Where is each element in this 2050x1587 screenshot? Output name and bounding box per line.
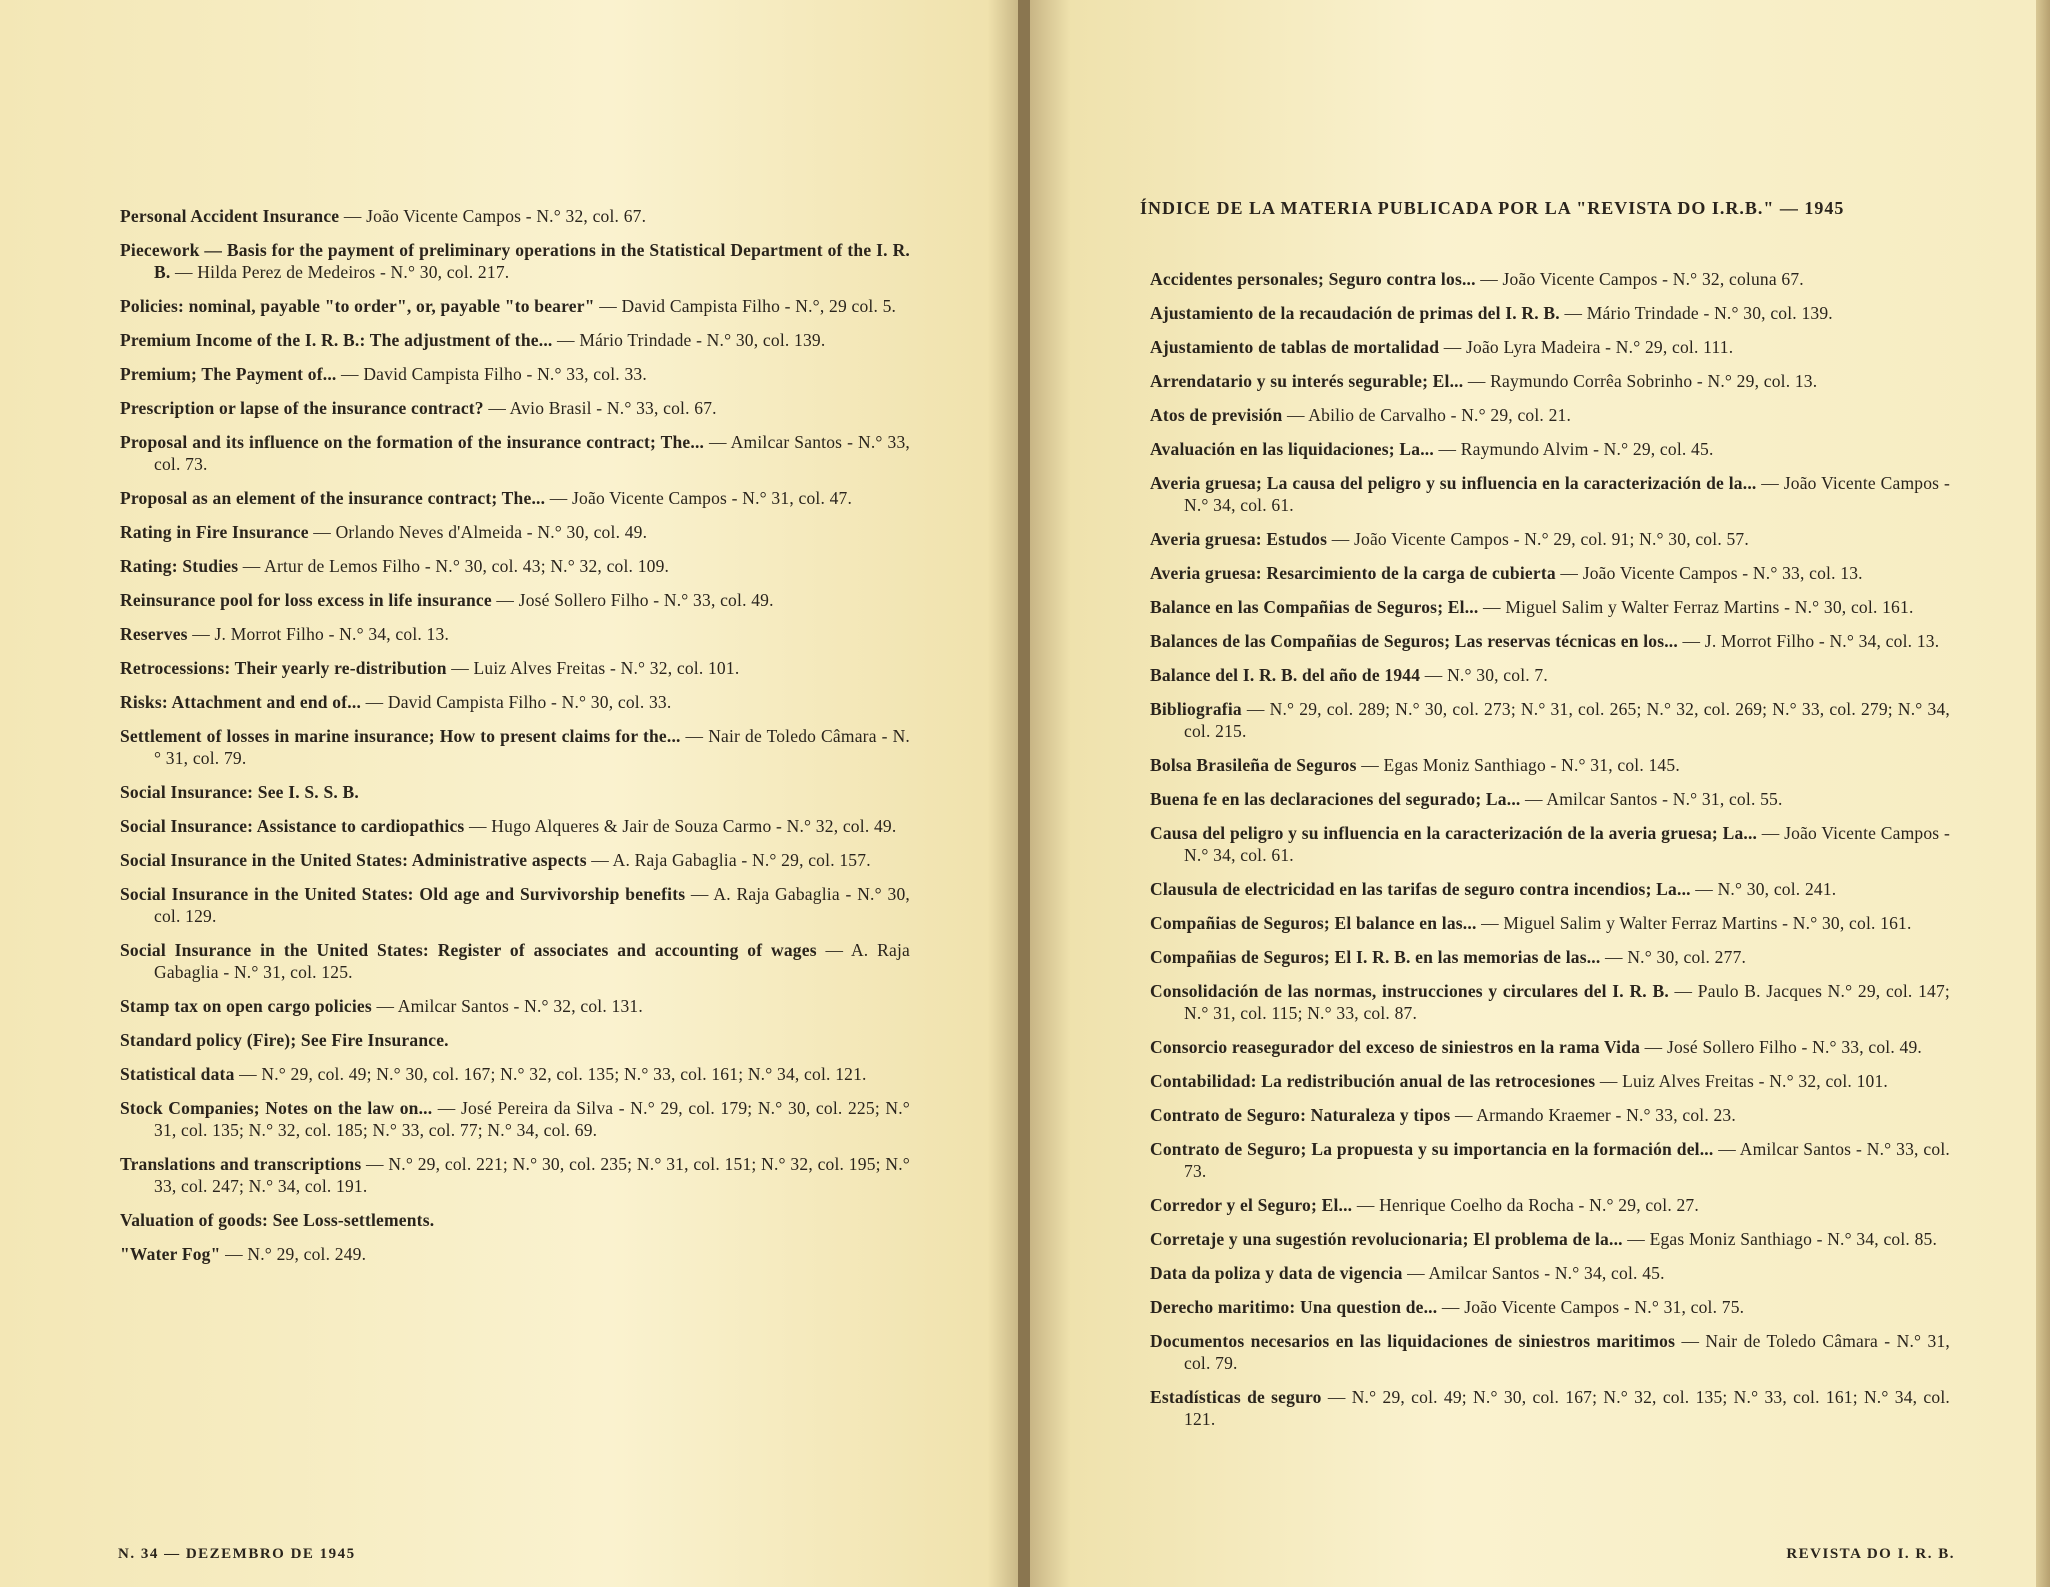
entry-reference: — Nair de Toledo Câmara - N.° 31, col. 79. xyxy=(154,726,910,768)
entry-reference: — N.° 29, col. 49; N.° 30, col. 167; N.° 32, col. 135; N.° 33, col. 161; N.° 34, col. 121. xyxy=(234,1064,867,1084)
entry-title: Social Insurance in the United States: Old age and Survivorship benefits xyxy=(120,884,686,904)
index-entry xyxy=(1150,878,1950,900)
entry-reference: — J. Morrot Filho - N.° 34, col. 13. xyxy=(187,624,450,644)
entry-title: Premium; The Payment of... xyxy=(120,364,337,384)
entry-reference: — Egas Moniz Santhiago - N.° 34, col. 85. xyxy=(1622,1229,1938,1249)
entry-reference: — N.° 30, col. 277. xyxy=(1600,947,1747,967)
right-page-footer: REVISTA DO I. R. B. xyxy=(1786,1546,1955,1562)
entry-reference: — João Vicente Campos - N.° 34, col. 61. xyxy=(1184,823,1950,865)
entry-reference: — David Campista Filho - N.°, 29 col. 5. xyxy=(594,296,897,316)
entry-title: Contrato de Seguro; La propuesta y su importancia en la formación del... xyxy=(1150,1139,1714,1159)
entry-reference: — Amilcar Santos - N.° 34, col. 45. xyxy=(1402,1263,1665,1283)
entry-title: Atos de previsión xyxy=(1150,405,1283,425)
index-entry xyxy=(120,431,910,475)
entry-reference: — Hilda Perez de Medeiros - N.° 30, col. 217. xyxy=(170,262,510,282)
book-gutter xyxy=(1018,0,1030,1587)
entry-reference: — J. Morrot Filho - N.° 34, col. 13. xyxy=(1677,631,1940,651)
entry-reference: — Amilcar Santos - N.° 33, col. 73. xyxy=(154,432,910,474)
entry-reference: — Nair de Toledo Câmara - N.° 31, col. 79. xyxy=(1184,1331,1950,1373)
entry-title: Policies: nominal, payable "to order", or, payable "to bearer" xyxy=(120,296,595,316)
index-entry xyxy=(1150,822,1950,866)
entry-reference: — José Pereira da Silva - N.° 29, col. 179; N.° 30, col. 225; N.° 31, col. 135; N.° 32, col. 185; N.° 33, col. 77; N.° 34, col. 69. xyxy=(154,1098,910,1140)
entry-title: Averia gruesa: Estudos xyxy=(1150,529,1328,549)
entry-title: Documentos necesarios en las liquidaciones de siniestros maritimos xyxy=(1150,1331,1676,1351)
entry-title: Accidentes personales; Seguro contra los... xyxy=(1150,269,1476,289)
entry-title: Settlement of losses in marine insurance; How to present claims for the... xyxy=(120,726,681,746)
entry-title: Bolsa Brasileña de Seguros xyxy=(1150,755,1357,775)
index-entry xyxy=(120,329,910,351)
entry-reference: — José Sollero Filho - N.° 33, col. 49. xyxy=(491,590,774,610)
entry-reference: — N.° 29, col. 49; N.° 30, col. 167; N.° 32, col. 135; N.° 33, col. 161; N.° 34, col. 121. xyxy=(1184,1387,1950,1429)
index-entry xyxy=(1150,562,1950,584)
index-entry xyxy=(120,1029,910,1051)
entry-reference: — Artur de Lemos Filho - N.° 30, col. 43; N.° 32, col. 109. xyxy=(238,556,670,576)
index-entry xyxy=(1150,596,1950,618)
index-entry xyxy=(120,487,910,509)
entry-reference: — Egas Moniz Santhiago - N.° 31, col. 145. xyxy=(1356,755,1680,775)
entry-title: Ajustamiento de tablas de mortalidad xyxy=(1150,337,1440,357)
index-entry xyxy=(120,239,910,283)
index-entry xyxy=(1150,472,1950,516)
index-entry xyxy=(120,939,910,983)
entry-title: Ajustamiento de la recaudación de primas del I. R. B. xyxy=(1150,303,1560,323)
right-page xyxy=(1030,0,2050,1587)
entry-title: Corretaje y una sugestión revolucionaria; El problema de la... xyxy=(1150,1229,1623,1249)
entry-reference: — João Vicente Campos - N.° 33, col. 13. xyxy=(1555,563,1863,583)
entry-title: Translations and transcriptions xyxy=(120,1154,362,1174)
entry-reference: — Abilio de Carvalho - N.° 29, col. 21. xyxy=(1282,405,1572,425)
entry-title: Statistical data xyxy=(120,1064,235,1084)
index-entry xyxy=(1150,1296,1950,1318)
entry-title: Clausula de electricidad en las tarifas de seguro contra incendios; La... xyxy=(1150,879,1691,899)
entry-title: Averia gruesa; La causa del peligro y su influencia en la caracterización de la... xyxy=(1150,473,1757,493)
index-entry xyxy=(1150,336,1950,358)
entry-title: Social Insurance: Assistance to cardiopathics xyxy=(120,816,465,836)
entry-title: Balance del I. R. B. del año de 1944 xyxy=(1150,665,1421,685)
entry-reference: — A. Raja Gabaglia - N.° 29, col. 157. xyxy=(586,850,871,870)
entry-reference: — João Lyra Madeira - N.° 29, col. 111. xyxy=(1439,337,1734,357)
entry-reference: — David Campista Filho - N.° 33, col. 33. xyxy=(336,364,647,384)
index-entry xyxy=(1150,630,1950,652)
index-entry xyxy=(120,397,910,419)
index-entry xyxy=(1150,946,1950,968)
index-entry xyxy=(1150,1386,1950,1430)
right-index-column xyxy=(1150,268,1950,1442)
entry-reference: — José Sollero Filho - N.° 33, col. 49. xyxy=(1640,1037,1922,1057)
entry-title: Compañias de Seguros; El balance en las... xyxy=(1150,913,1477,933)
index-entry xyxy=(120,623,910,645)
entry-title: Balance en las Compañias de Seguros; El... xyxy=(1150,597,1479,617)
index-entry xyxy=(1150,1228,1950,1250)
index-entry xyxy=(120,1097,910,1141)
index-entry xyxy=(120,589,910,611)
index-entry xyxy=(120,995,910,1017)
entry-title: Consorcio reasegurador del exceso de siniestros en la rama Vida xyxy=(1150,1037,1641,1057)
entry-title: Arrendatario y su interés segurable; El... xyxy=(1150,371,1464,391)
index-entry xyxy=(120,725,910,769)
index-entry xyxy=(1150,912,1950,934)
entry-title: Data da poliza y data de vigencia xyxy=(1150,1263,1403,1283)
entry-reference: — Orlando Neves d'Almeida - N.° 30, col. 49. xyxy=(308,522,648,542)
entry-reference: — Luiz Alves Freitas - N.° 32, col. 101. xyxy=(446,658,740,678)
entry-title: Balances de las Compañias de Seguros; Las reservas técnicas en los... xyxy=(1150,631,1678,651)
entry-reference: — João Vicente Campos - N.° 32, col. 67. xyxy=(339,206,647,226)
index-entry xyxy=(1150,1330,1950,1374)
index-entry xyxy=(1150,1194,1950,1216)
entry-title: Social Insurance in the United States: Administrative aspects xyxy=(120,850,587,870)
index-entry xyxy=(1150,370,1950,392)
entry-reference: — Henrique Coelho da Rocha - N.° 29, col. 27. xyxy=(1352,1195,1699,1215)
index-entry xyxy=(120,849,910,871)
entry-title: Retrocessions: Their yearly re-distribution xyxy=(120,658,447,678)
entry-title: Avaluación en las liquidaciones; La... xyxy=(1150,439,1434,459)
entry-reference: — João Vicente Campos - N.° 29, col. 91; N.° 30, col. 57. xyxy=(1327,529,1749,549)
entry-reference: — Miguel Salim y Walter Ferraz Martins - N.° 30, col. 161. xyxy=(1478,597,1914,617)
index-entry xyxy=(120,781,910,803)
entry-reference: — N.° 29, col. 221; N.° 30, col. 235; N.° 31, col. 151; N.° 32, col. 195; N.° 33, col. 247; N.° 34, col. 191. xyxy=(154,1154,910,1196)
entry-title: Personal Accident Insurance xyxy=(120,206,340,226)
entry-title: Premium Income of the I. R. B.: The adjustment of the... xyxy=(120,330,553,350)
index-entry xyxy=(120,1153,910,1197)
index-entry xyxy=(1150,268,1950,290)
entry-reference: — Luiz Alves Freitas - N.° 32, col. 101. xyxy=(1595,1071,1888,1091)
entry-title: Rating in Fire Insurance xyxy=(120,522,309,542)
entry-title: Estadísticas de seguro xyxy=(1150,1387,1322,1407)
entry-reference: — Paulo B. Jacques N.° 29, col. 147; N.° 31, col. 115; N.° 33, col. 87. xyxy=(1184,981,1950,1023)
entry-reference: — Amilcar Santos - N.° 32, col. 131. xyxy=(371,996,643,1016)
entry-title: Averia gruesa: Resarcimiento de la carga de cubierta xyxy=(1150,563,1556,583)
entry-title: Causa del peligro y su influencia en la caracterización de la averia gruesa; La... xyxy=(1150,823,1758,843)
entry-title: Social Insurance: See I. S. S. B. xyxy=(120,782,359,802)
index-entry xyxy=(120,815,910,837)
entry-reference: — Raymundo Corrêa Sobrinho - N.° 29, col. 13. xyxy=(1463,371,1818,391)
entry-title: "Water Fog" xyxy=(120,1244,221,1264)
entry-title: Rating: Studies xyxy=(120,556,239,576)
index-entry xyxy=(1150,438,1950,460)
entry-reference: — N.° 30, col. 241. xyxy=(1690,879,1837,899)
entry-reference: — N.° 30, col. 7. xyxy=(1420,665,1548,685)
index-entry xyxy=(120,1209,910,1231)
index-entry xyxy=(120,521,910,543)
entry-reference: — Mário Trindade - N.° 30, col. 139. xyxy=(1559,303,1833,323)
entry-reference: — Mário Trindade - N.° 30, col. 139. xyxy=(552,330,826,350)
index-entry xyxy=(1150,1262,1950,1284)
entry-title: Consolidación de las normas, instrucciones y circulares del I. R. B. xyxy=(1150,981,1669,1001)
entry-reference: — João Vicente Campos - N.° 32, coluna 67. xyxy=(1475,269,1804,289)
index-entry xyxy=(1150,980,1950,1024)
index-entry xyxy=(1150,698,1950,742)
entry-reference: — João Vicente Campos - N.° 31, col. 75. xyxy=(1437,1297,1745,1317)
entry-title: Proposal and its influence on the formation of the insurance contract; The... xyxy=(120,432,705,452)
index-entry xyxy=(1150,754,1950,776)
entry-title: Reserves xyxy=(120,624,188,644)
entry-reference: — Avio Brasil - N.° 33, col. 67. xyxy=(483,398,717,418)
entry-title: Prescription or lapse of the insurance contract? xyxy=(120,398,484,418)
entry-reference: — N.° 29, col. 289; N.° 30, col. 273; N.° 31, col. 265; N.° 32, col. 269; N.° 33, col. 279; N.° 34, col. 215. xyxy=(1184,699,1950,741)
entry-title: Piecework — Basis for the payment of preliminary operations in the Statistical Department of the I. R. B. xyxy=(120,240,910,282)
entry-reference: — N.° 29, col. 249. xyxy=(220,1244,367,1264)
index-entry xyxy=(120,1063,910,1085)
index-entry xyxy=(1150,1070,1950,1092)
entry-title: Contrato de Seguro: Naturaleza y tipos xyxy=(1150,1105,1451,1125)
index-entry xyxy=(1150,1138,1950,1182)
index-entry xyxy=(1150,302,1950,324)
index-entry xyxy=(120,555,910,577)
entry-title: Risks: Attachment and end of... xyxy=(120,692,362,712)
index-entry xyxy=(120,1243,910,1265)
entry-title: Stamp tax on open cargo policies xyxy=(120,996,372,1016)
index-entry xyxy=(120,691,910,713)
entry-reference: — Armando Kraemer - N.° 33, col. 23. xyxy=(1450,1105,1736,1125)
entry-title: Reinsurance pool for loss excess in life insurance xyxy=(120,590,492,610)
entry-title: Proposal as an element of the insurance contract; The... xyxy=(120,488,546,508)
index-entry xyxy=(1150,788,1950,810)
entry-reference: — Hugo Alqueres & Jair de Souza Carmo - N.° 32, col. 49. xyxy=(464,816,897,836)
entry-title: Standard policy (Fire); See Fire Insurance. xyxy=(120,1030,449,1050)
entry-reference: — João Vicente Campos - N.° 31, col. 47. xyxy=(545,488,853,508)
entry-reference: — Miguel Salim y Walter Ferraz Martins - N.° 30, col. 161. xyxy=(1476,913,1912,933)
right-page-header: ÍNDICE DE LA MATERIA PUBLICADA POR LA "REVISTA DO I.R.B." — 1945 xyxy=(1140,198,1845,218)
entry-reference: — Amilcar Santos - N.° 31, col. 55. xyxy=(1520,789,1783,809)
entry-title: Buena fe en las declaraciones del segurado; La... xyxy=(1150,789,1521,809)
index-entry xyxy=(1150,664,1950,686)
left-page-footer: N. 34 — DEZEMBRO DE 1945 xyxy=(118,1546,356,1562)
entry-reference: — João Vicente Campos - N.° 34, col. 61. xyxy=(1184,473,1950,515)
entry-reference: — A. Raja Gabaglia - N.° 30, col. 129. xyxy=(154,884,910,926)
entry-title: Valuation of goods: See Loss-settlements. xyxy=(120,1210,435,1230)
index-entry xyxy=(120,295,910,317)
left-index-column xyxy=(120,205,910,1277)
entry-reference: — A. Raja Gabaglia - N.° 31, col. 125. xyxy=(154,940,910,982)
entry-title: Compañias de Seguros; El I. R. B. en las memorias de las... xyxy=(1150,947,1601,967)
index-entry xyxy=(1150,1104,1950,1126)
entry-title: Social Insurance in the United States: Register of associates and accounting of wages xyxy=(120,940,817,960)
index-entry xyxy=(120,363,910,385)
entry-title: Corredor y el Seguro; El... xyxy=(1150,1195,1353,1215)
entry-reference: — Raymundo Alvim - N.° 29, col. 45. xyxy=(1433,439,1714,459)
index-entry xyxy=(1150,528,1950,550)
entry-title: Derecho maritimo: Una question de... xyxy=(1150,1297,1438,1317)
entry-reference: — David Campista Filho - N.° 30, col. 33. xyxy=(361,692,672,712)
entry-title: Stock Companies; Notes on the law on... xyxy=(120,1098,433,1118)
entry-title: Contabilidad: La redistribución anual de las retrocesiones xyxy=(1150,1071,1596,1091)
index-entry xyxy=(120,205,910,227)
entry-reference: — Amilcar Santos - N.° 33, col. 73. xyxy=(1184,1139,1950,1181)
left-page xyxy=(0,0,1018,1587)
index-entry xyxy=(1150,1036,1950,1058)
index-entry xyxy=(120,883,910,927)
index-entry xyxy=(1150,404,1950,426)
entry-title: Bibliografia xyxy=(1150,699,1242,719)
index-entry xyxy=(120,657,910,679)
book-edge xyxy=(2036,0,2050,1587)
